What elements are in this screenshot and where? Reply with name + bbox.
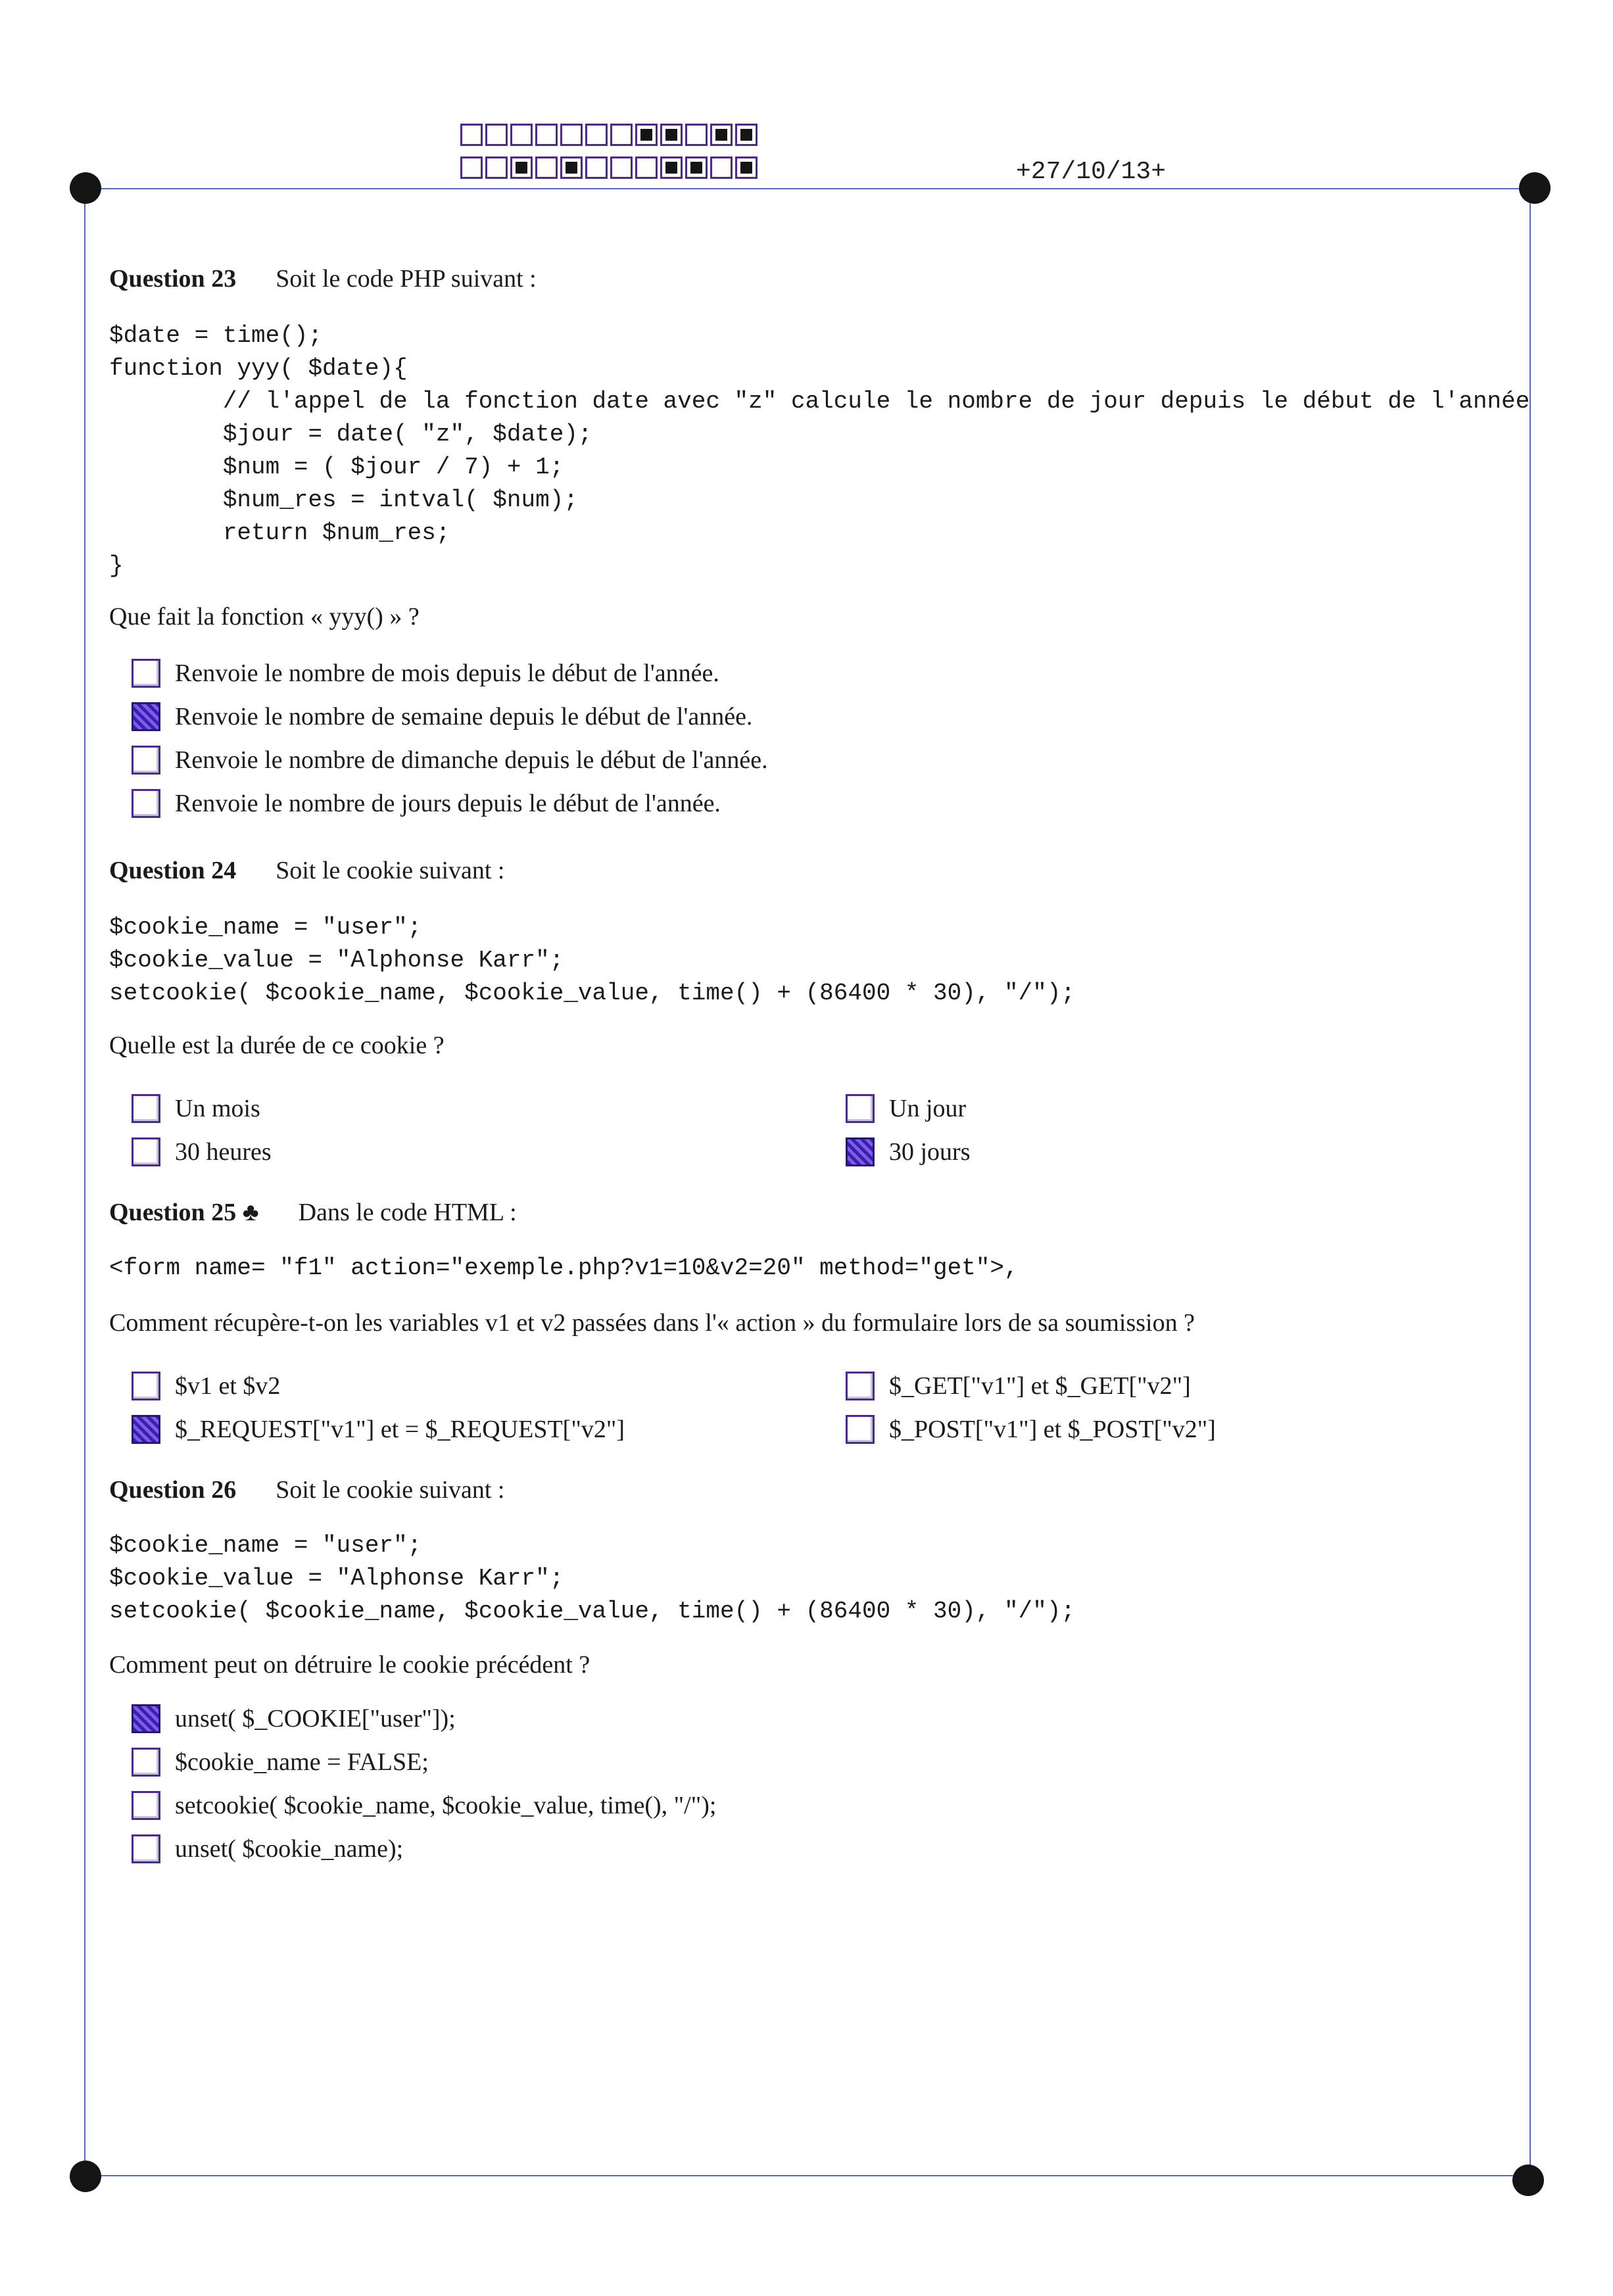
option-label: Renvoie le nombre de dimanche depuis le début de l'année. bbox=[175, 746, 768, 774]
id-cell-filled bbox=[710, 124, 733, 146]
option-label: unset( $cookie_name); bbox=[175, 1835, 404, 1863]
id-cell-filled bbox=[685, 156, 708, 179]
id-cell-empty bbox=[585, 124, 608, 146]
option-label: $_POST["v1"] et $_POST["v2"] bbox=[889, 1416, 1216, 1443]
q24-option-2[interactable] bbox=[846, 1094, 966, 1123]
id-cell-filled bbox=[635, 124, 658, 146]
question-26-title bbox=[109, 1475, 505, 1504]
option-label: Renvoie le nombre de semaine depuis le début de l'année. bbox=[175, 703, 753, 730]
checkbox[interactable] bbox=[132, 1791, 160, 1820]
question-number: Question 25 ♣ bbox=[109, 1199, 259, 1226]
question-number: Question 23 bbox=[109, 265, 237, 293]
id-cell-empty bbox=[510, 124, 533, 146]
question-number: Question 26 bbox=[109, 1476, 237, 1504]
q25-option-1[interactable] bbox=[132, 1372, 280, 1400]
option-label: Un mois bbox=[175, 1095, 260, 1122]
option-label: $v1 et $v2 bbox=[175, 1372, 281, 1400]
registration-mark-top-left bbox=[70, 172, 101, 204]
question-25-title bbox=[109, 1198, 517, 1227]
id-cell-filled bbox=[660, 124, 683, 146]
question-intro: Soit le code PHP suivant : bbox=[276, 265, 537, 293]
option-label: $_REQUEST["v1"] et = $_REQUEST["v2"] bbox=[175, 1416, 625, 1443]
checkbox[interactable] bbox=[846, 1372, 875, 1400]
header-date-code: +27/10/13+ bbox=[1016, 158, 1167, 186]
q25-option-4[interactable] bbox=[846, 1415, 1216, 1444]
id-cell-empty bbox=[560, 124, 583, 146]
checkbox-checked[interactable] bbox=[132, 702, 160, 731]
checkbox[interactable] bbox=[132, 1094, 160, 1123]
q25-option-3[interactable] bbox=[132, 1415, 625, 1444]
question-26-code: $cookie_name = "user"; $cookie_value = "Alphonse Karr"; setcookie( $cookie_name, $cookie_value, time() + (86400 * 30), "/"); bbox=[109, 1532, 1076, 1625]
option-label: $_GET["v1"] et $_GET["v2"] bbox=[889, 1372, 1191, 1400]
id-cell-filled bbox=[735, 124, 758, 146]
id-cell-filled bbox=[560, 156, 583, 179]
checkbox[interactable] bbox=[132, 746, 160, 775]
id-cell-empty bbox=[610, 124, 633, 146]
question-intro: Soit le cookie suivant : bbox=[276, 1476, 505, 1504]
q25-option-2[interactable] bbox=[846, 1372, 1191, 1400]
id-cell-empty bbox=[610, 156, 633, 179]
question-intro: Dans le code HTML : bbox=[298, 1199, 517, 1226]
q23-option-1[interactable] bbox=[132, 659, 719, 688]
question-number: Question 24 bbox=[109, 857, 237, 884]
question-24-code: $cookie_name = "user"; $cookie_value = "Alphonse Karr"; setcookie( $cookie_name, $cookie_value, time() + (86400 * 30), "/"); bbox=[109, 914, 1076, 1007]
q26-option-2[interactable] bbox=[132, 1748, 429, 1777]
id-cell-empty bbox=[460, 156, 483, 179]
checkbox[interactable] bbox=[132, 1748, 160, 1777]
checkbox[interactable] bbox=[132, 1137, 160, 1166]
id-cell-filled bbox=[735, 156, 758, 179]
id-code-bar-bottom bbox=[460, 156, 760, 179]
checkbox[interactable] bbox=[846, 1415, 875, 1444]
id-code-bar-top bbox=[460, 124, 760, 146]
id-cell-empty bbox=[485, 156, 508, 179]
option-label: 30 jours bbox=[889, 1138, 971, 1166]
q24-option-4[interactable] bbox=[846, 1137, 971, 1166]
question-25-code: <form name= "f1" action="exemple.php?v1=10&v2=20" method="get">, bbox=[109, 1255, 1019, 1281]
question-25-prompt: Comment récupère-t-on les variables v1 et v2 passées dans l'« action » du formulaire lors de sa soumission ? bbox=[109, 1309, 1195, 1337]
option-label: Renvoie le nombre de mois depuis le début de l'année. bbox=[175, 659, 719, 687]
option-label: $cookie_name = FALSE; bbox=[175, 1748, 429, 1776]
question-26-prompt: Comment peut on détruire le cookie précédent ? bbox=[109, 1651, 590, 1679]
id-cell-empty bbox=[685, 124, 708, 146]
question-24-title bbox=[109, 856, 505, 885]
option-label: 30 heures bbox=[175, 1138, 272, 1166]
id-cell-empty bbox=[535, 124, 558, 146]
id-cell-empty bbox=[485, 124, 508, 146]
registration-mark-top-right bbox=[1519, 172, 1551, 204]
option-label: setcookie( $cookie_name, $cookie_value, time(), "/"); bbox=[175, 1792, 717, 1819]
id-cell-empty bbox=[535, 156, 558, 179]
registration-mark-bottom-right bbox=[1512, 2164, 1544, 2196]
question-24-prompt: Quelle est la durée de ce cookie ? bbox=[109, 1032, 445, 1059]
q24-option-1[interactable] bbox=[132, 1094, 260, 1123]
question-intro: Soit le cookie suivant : bbox=[276, 857, 505, 884]
checkbox[interactable] bbox=[132, 659, 160, 688]
checkbox[interactable] bbox=[132, 1834, 160, 1863]
id-cell-empty bbox=[585, 156, 608, 179]
id-cell-empty bbox=[460, 124, 483, 146]
q26-option-1[interactable] bbox=[132, 1704, 456, 1733]
checkbox[interactable] bbox=[846, 1094, 875, 1123]
option-label: Renvoie le nombre de jours depuis le début de l'année. bbox=[175, 790, 721, 817]
q24-option-3[interactable] bbox=[132, 1137, 272, 1166]
id-cell-empty bbox=[710, 156, 733, 179]
q26-option-3[interactable] bbox=[132, 1791, 716, 1820]
id-cell-empty bbox=[635, 156, 658, 179]
option-label: Un jour bbox=[889, 1095, 967, 1122]
checkbox-checked[interactable] bbox=[132, 1415, 160, 1444]
registration-mark-bottom-left bbox=[70, 2161, 101, 2192]
question-23-prompt: Que fait la fonction « yyy() » ? bbox=[109, 603, 420, 631]
checkbox-checked[interactable] bbox=[132, 1704, 160, 1733]
checkbox[interactable] bbox=[132, 1372, 160, 1400]
id-cell-filled bbox=[660, 156, 683, 179]
club-icon: ♣ bbox=[242, 1199, 259, 1226]
question-23-title bbox=[109, 264, 537, 293]
q23-option-4[interactable] bbox=[132, 789, 721, 818]
q26-option-4[interactable] bbox=[132, 1834, 403, 1863]
checkbox-checked[interactable] bbox=[846, 1137, 875, 1166]
question-23-code: $date = time(); function yyy( $date){ // l'appel de la fonction date avec "z" calcule le nombre de jour depuis le début de l'année $jour = date( "z", $date); $num = ( $jour / 7) + 1; $num_res = intval( $num); return $num_res; } bbox=[109, 322, 1530, 579]
checkbox[interactable] bbox=[132, 789, 160, 818]
q23-option-3[interactable] bbox=[132, 746, 768, 775]
option-label: unset( $_COOKIE["user"]); bbox=[175, 1705, 456, 1733]
q23-option-2[interactable] bbox=[132, 702, 752, 731]
id-cell-filled bbox=[510, 156, 533, 179]
